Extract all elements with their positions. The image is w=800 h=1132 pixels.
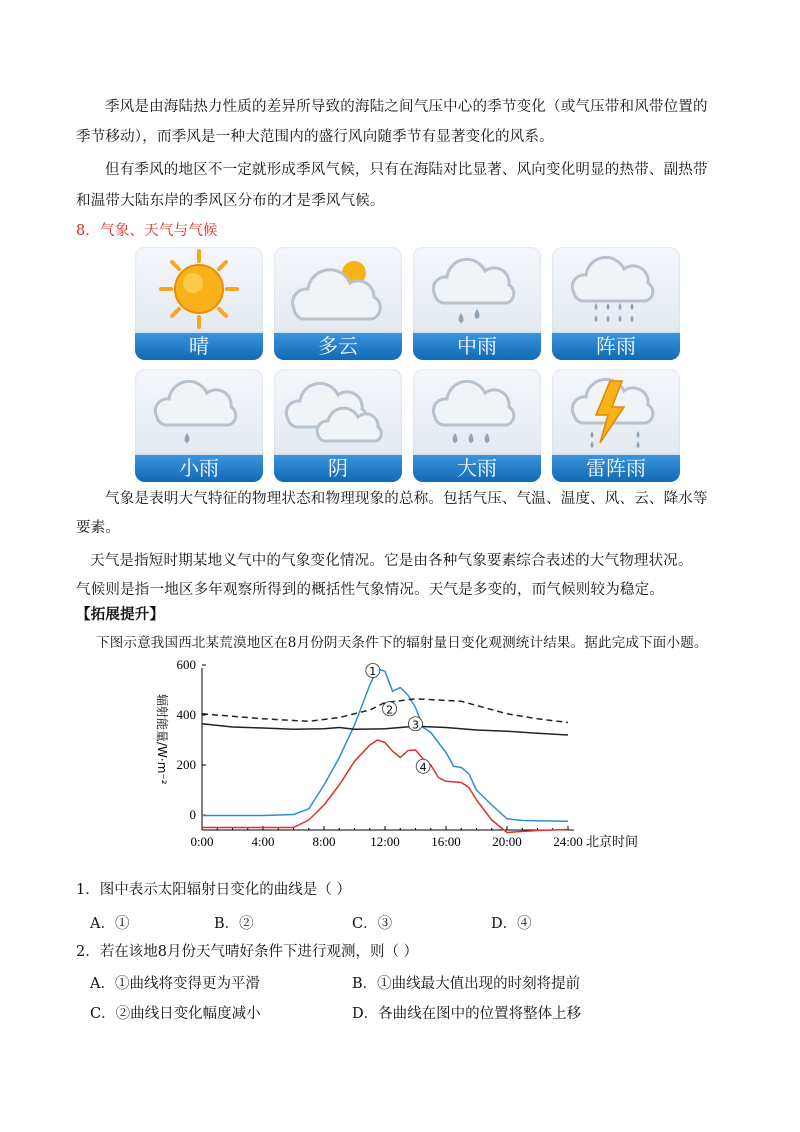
series-line-3	[202, 724, 568, 735]
heavy-rain-icon	[413, 369, 541, 459]
q2-option-d[interactable]: D．各曲线在图中的位置将整体上移	[352, 1006, 582, 1022]
question-2-stem: 2．若在该地8月份天气晴好条件下进行观测，则（ ）	[76, 944, 419, 960]
paragraph-monsoon-2-cont: 和温带大陆东岸的季风区分布的才是季风气候。	[76, 193, 385, 209]
x-tick-label: 20:00	[492, 834, 522, 849]
weather-card-thunderstorm	[552, 369, 680, 482]
q2-option-a[interactable]: A．①曲线将变得更为平滑	[90, 976, 260, 992]
paragraph-meteorology-cont: 要素。	[76, 520, 121, 536]
moderate-rain-icon	[413, 247, 541, 337]
series-line-4	[202, 740, 568, 833]
weather-label: 小雨	[135, 453, 263, 482]
overcast-icon	[274, 369, 402, 459]
paragraph-monsoon-1: 季风是由海陆热力性质的差异所导致的海陆之间气压中心的季节变化（或气压带和风带位置的	[105, 99, 708, 115]
q2-option-b[interactable]: B．①曲线最大值出现的时刻将提前	[352, 976, 581, 992]
weather-card-shower	[552, 247, 680, 360]
q1-option-b[interactable]: B．②	[214, 916, 254, 932]
weather-label: 大雨	[413, 453, 541, 482]
y-tick-label: 600	[176, 660, 196, 672]
paragraph-meteorology: 气象是表明大气特征的物理状态和物理现象的总称。包括气压、气温、温度、风、云、降水等	[105, 491, 708, 507]
x-tick-label: 0:00	[190, 834, 214, 849]
weather-icon-grid	[135, 247, 667, 483]
paragraph-weather: 天气是指短时期某地义气中的气象变化情况。它是由各种气象要素综合表述的大气物理状况。	[90, 553, 693, 569]
series-marker-label: 4	[419, 760, 427, 774]
x-tick-label: 4:00	[251, 834, 275, 849]
q2-option-c[interactable]: C．②曲线日变化幅度减小	[90, 1006, 261, 1022]
x-tick-label: 24:00	[553, 834, 583, 849]
x-tick-label: 16:00	[431, 834, 461, 849]
x-tick-label: 12:00	[370, 834, 400, 849]
sun-icon	[135, 247, 263, 337]
light-rain-icon	[135, 369, 263, 459]
weather-label: 晴	[135, 331, 263, 360]
y-tick-label: 0	[189, 807, 196, 822]
paragraph-monsoon-2: 但有季风的地区不一定就形成季风气候，只有在海陆对比显著、风向变化明显的热带、副热带	[105, 162, 708, 178]
weather-label: 阵雨	[552, 331, 680, 360]
weather-card-heavy-rain	[413, 369, 541, 482]
shower-icon	[552, 247, 680, 337]
extend-title: 【拓展提升】	[76, 606, 165, 623]
question-1-stem: 1．图中表示太阳辐射日变化的曲线是（ ）	[76, 882, 351, 898]
q1-option-c[interactable]: C．③	[352, 916, 393, 932]
x-axis-label: 北京时间	[586, 835, 639, 850]
weather-card-sunny	[135, 247, 263, 360]
paragraph-monsoon-1-cont: 季节移动），而季风是一种大范围内的盛行风向随季节有显著变化的风系。	[76, 129, 554, 145]
y-tick-label: 400	[176, 707, 196, 722]
weather-label: 雷阵雨	[552, 453, 680, 482]
weather-card-light-rain	[135, 369, 263, 482]
radiation-chart	[150, 660, 670, 860]
paragraph-climate: 气候则是指一地区多年观察所得到的概括性气象情况。天气是多变的，而气候则较为稳定。	[76, 582, 664, 598]
weather-card-cloudy	[274, 247, 402, 360]
y-tick-label: 200	[176, 757, 196, 772]
weather-label: 多云	[274, 331, 402, 360]
weather-label: 中雨	[413, 331, 541, 360]
weather-card-overcast	[274, 369, 402, 482]
series-line-1	[202, 669, 568, 822]
chart-intro: 下图示意我国西北某荒漠地区在8月份阴天条件下的辐射量日变化观测统计结果。据此完成下面小题。	[96, 635, 708, 651]
cloudy-icon	[274, 247, 402, 337]
weather-card-moderate-rain	[413, 247, 541, 360]
q1-option-a[interactable]: A．①	[90, 916, 130, 932]
section-heading: 8．气象、天气与气候	[76, 223, 218, 239]
series-marker-label: 3	[412, 718, 419, 732]
y-axis-label: 辐射能量/W·m⁻²	[155, 694, 169, 785]
q1-option-d[interactable]: D．④	[491, 916, 532, 932]
series-marker-label: 1	[369, 665, 377, 678]
weather-label: 阴	[274, 453, 402, 482]
thunderstorm-icon	[552, 369, 680, 459]
series-marker-label: 2	[386, 703, 394, 717]
x-tick-label: 8:00	[312, 834, 336, 849]
